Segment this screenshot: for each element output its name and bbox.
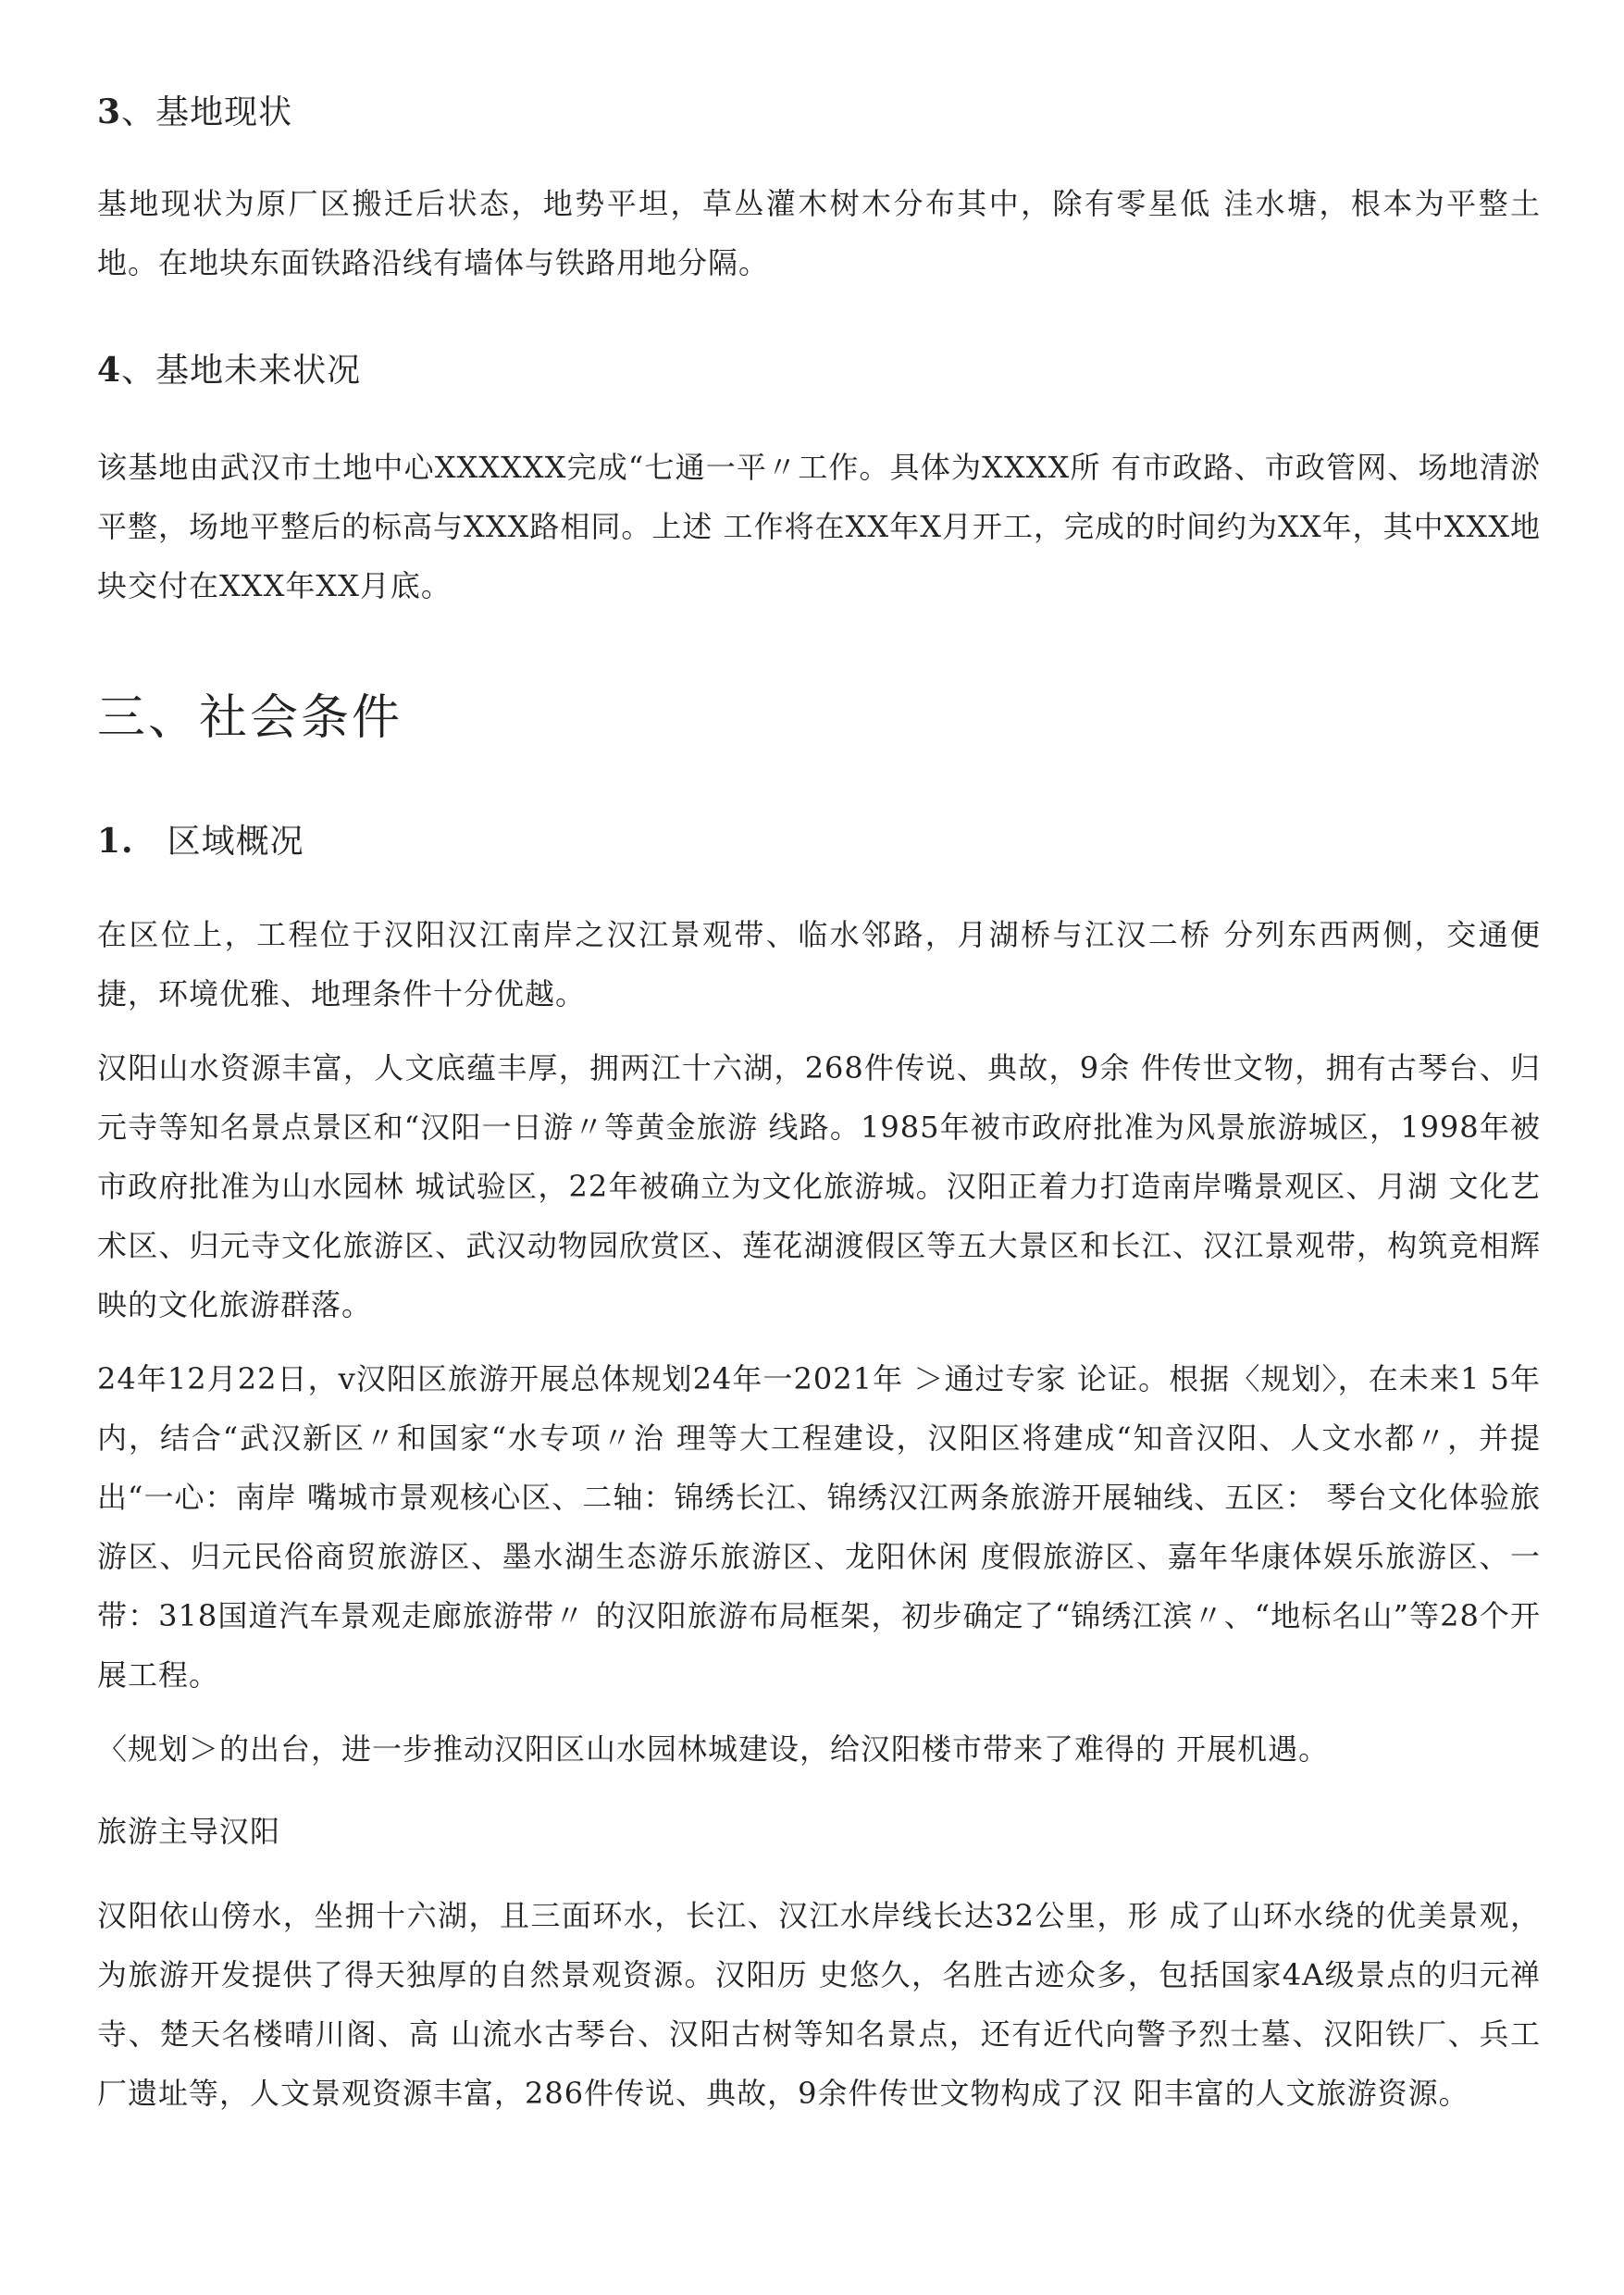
subheading-tourism-led: 旅游主导汉阳 bbox=[97, 1814, 281, 1849]
paragraph-tourism-plan: 24年12月22日，v汉阳区旅游开展总体规划24年一2021年 ＞通过专家 论证。根据〈规划〉，在未来1 5年内，结合“武汉新区〃和国家“水专项〃治 理等大工程建设，汉阳区将建成“知音汉阳、人文水都〃，并提出“一心：南岸 嘴城市景观核心区、二轴：锦绣长江、锦绣汉江两条旅游开展轴线、五区： 琴台文化体验旅游区、归元民俗商贸旅游区、墨水湖生态游乐旅游区、龙阳休闲 度假旅游区、嘉年华康体娱乐旅游区、一带：318国道汽车景观走廊旅游带〃 的汉阳旅游布局框架，初步确定了“锦绣江滨〃、“地标名山”等28个开展工程。 bbox=[97, 1361, 1541, 1693]
heading-number: 1. bbox=[97, 822, 134, 861]
heading-text: 、基地现状 bbox=[121, 93, 293, 131]
paragraph-tourism-resources: 汉阳依山傍水，坐拥十六湖，且三面环水，长江、汉江水岸线长达32公里，形 成了山环水绕的优美景观，为旅游开发提供了得天独厚的自然景观资源。汉阳历 史悠久，名胜古迹众多，包括国家4A级景点的归元禅寺、楚天名楼晴川阁、高 山流水古琴台、汉阳古树等知名景点，还有近代向警予烈士墓、汉阳铁厂、兵工 厂遗址等，人文景观资源丰富，286件传说、典故，9余件传世文物构成了汉 阳丰富的人文旅游资源。 bbox=[97, 1898, 1541, 2111]
section-heading-regional-overview bbox=[97, 819, 1541, 864]
section-heading-site-status bbox=[97, 90, 1541, 135]
section-heading-site-future bbox=[97, 348, 1541, 393]
chapter-heading-social-conditions: 三、社会条件 bbox=[97, 690, 403, 746]
paragraph-resources: 汉阳山水资源丰富，人文底蕴丰厚，拥两江十六湖，268件传说、典故，9余 件传世文物，拥有古琴台、归元寺等知名景点景区和“汉阳一日游〃等黄金旅游 线路。1985年被市政府批准为风景旅游城区，1998年被市政府批准为山水园林 城试验区，22年被确立为文化旅游城。汉阳正着力打造南岸嘴景观区、月湖 文化艺术区、归元寺文化旅游区、武汉动物园欣赏区、莲花湖渡假区等五大景区和长江、汉江景观带，构筑竞相辉映的文化旅游群落。 bbox=[97, 1050, 1541, 1322]
paragraph-plan-impact: 〈规划＞的出台，进一步推动汉阳区山水园林城建设，给汉阳楼市带来了难得的 开展机遇。 bbox=[97, 1731, 1330, 1767]
heading-number: 4 bbox=[97, 351, 122, 390]
heading-text: 区域概况 bbox=[167, 823, 304, 861]
paragraph-site-future: 该基地由武汉市土地中心XXXXXX完成“七通一平〃工作。具体为XXXX所 有市政路、市政管网、场地清淤平整，场地平整后的标高与XXX路相同。上述 工作将在XX年X月开工，完成的时间约为XX年，其中XXX地块交付在XXX年XX月底。 bbox=[97, 450, 1541, 603]
heading-number: 3 bbox=[97, 93, 122, 131]
paragraph-site-status: 基地现状为原厂区搬迁后状态，地势平坦，草丛灌木树木分布其中，除有零星低 洼水塘，根本为平整土地。在地块东面铁路沿线有墙体与铁路用地分隔。 bbox=[97, 186, 1541, 280]
heading-text: 、基地未来状况 bbox=[121, 352, 362, 390]
paragraph-location: 在区位上，工程位于汉阳汉江南岸之汉江景观带、临水邻路，月湖桥与江汉二桥 分列东西两侧，交通便捷，环境优雅、地理条件十分优越。 bbox=[97, 917, 1541, 1011]
